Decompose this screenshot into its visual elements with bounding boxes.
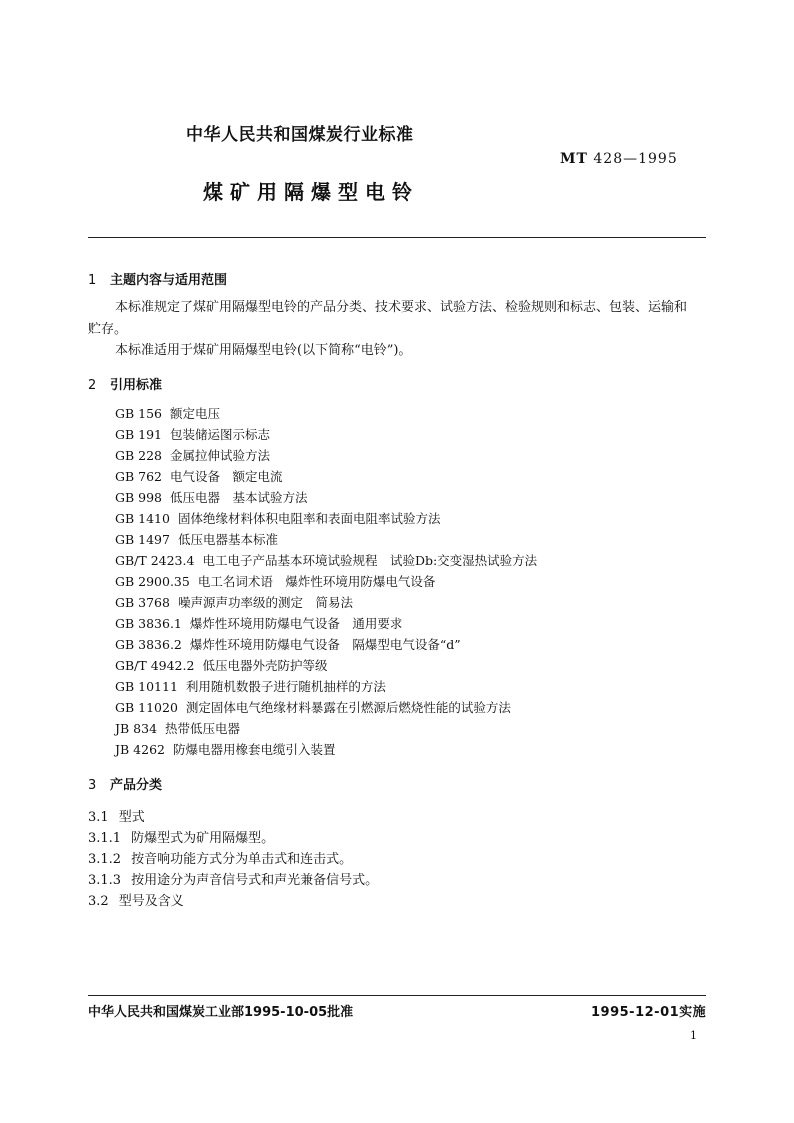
section-number: 3 [88,778,97,793]
reference-name: 防爆电器用橡套电缆引入装置 [172,742,336,757]
section-number: 1 [88,273,97,288]
reference-item [115,509,440,527]
reference-name: 电气设备 额定电流 [170,469,283,484]
reference-name: 热带低压电器 [165,721,241,736]
reference-name: 金属拉伸试验方法 [170,448,271,463]
reference-code: GB 191 [115,427,163,442]
clause-text: 按音响功能方式分为单击式和连击式。 [131,852,353,867]
reference-name: 噪声源声功率级的测定 简易法 [177,595,353,610]
header-divider [88,237,706,238]
reference-code: GB/T 4942.2 [115,658,195,673]
reference-name: 低压电器外壳防护等级 [202,658,328,673]
section-number: 2 [88,378,97,393]
reference-name: 电工电子产品基本环境试验规程 试验Db:交变湿热试验方法 [202,553,538,568]
section-1-para-2: 本标准适用于煤矿用隔爆型电铃(以下简称“电铃”)。 [115,343,412,358]
clause-number: 3.2 [88,894,109,909]
reference-code: JB 834 [115,721,158,736]
reference-item [115,614,402,632]
reference-code: GB 1410 [115,511,170,526]
footer-divider [88,995,706,996]
section-title: 引用标准 [110,378,163,393]
reference-item [115,593,353,611]
section-2-heading [88,374,162,393]
standard-code-number: 428—1995 [593,151,678,167]
reference-item [115,635,461,653]
reference-name: 包装储运图示标志 [170,427,271,442]
reference-name: 爆炸性环境用防爆电气设备 通用要求 [189,616,403,631]
implementation-date: 1995-12-01实施 [591,1005,707,1020]
reference-name: 利用随机数骰子进行随机抽样的方法 [185,679,386,694]
reference-code: GB 3836.1 [115,616,182,631]
clause-number: 3.1.3 [88,873,122,888]
clause-item [88,827,274,846]
section-1-heading [88,269,227,288]
section-3-heading [88,774,162,793]
clause-number: 3.1 [88,810,109,825]
reference-code: GB 10111 [115,679,178,694]
clause-text: 防爆型式为矿用隔爆型。 [131,831,275,846]
clause-item [88,848,352,867]
reference-code: GB 3836.2 [115,637,182,652]
clause-item [88,806,145,825]
section-title: 产品分类 [110,778,163,793]
reference-item [115,488,308,506]
section-1-para-1-line-2: 贮存。 [88,322,128,337]
reference-code: GB 1497 [115,532,170,547]
reference-item [115,530,278,548]
reference-item [115,698,511,716]
reference-item [115,719,240,737]
reference-code: GB 2900.35 [115,574,190,589]
clause-number: 3.1.2 [88,852,122,867]
section-1-para-1-line-1: 本标准规定了煤矿用隔爆型电铃的产品分类、技术要求、试验方法、检验规则和标志、包装、运输和 [115,300,688,315]
standard-code-prefix: MT [560,151,588,167]
reference-item [115,740,336,758]
reference-name: 固体绝缘材料体积电阻率和表面电阻率试验方法 [177,511,441,526]
clause-item [88,890,184,909]
clause-text: 型号及含义 [118,894,184,909]
reference-code: GB 156 [115,406,163,421]
reference-code: GB 228 [115,448,163,463]
reference-name: 低压电器基本标准 [177,532,278,547]
reference-item [115,677,386,695]
reference-item [115,404,220,422]
page-number: 1 [690,1029,697,1042]
reference-name: 低压电器 基本试验方法 [170,490,308,505]
document-title: 煤矿用隔爆型电铃 [203,180,419,204]
reference-item [115,551,537,569]
approval-statement: 中华人民共和国煤炭工业部1995-10-05批准 [88,1005,354,1020]
reference-item [115,467,283,485]
reference-item [115,572,435,590]
reference-code: GB 3768 [115,595,170,610]
reference-code: GB 762 [115,469,163,484]
reference-item [115,425,270,443]
reference-name: 电工名词术语 爆炸性环境用防爆电气设备 [197,574,436,589]
section-title: 主题内容与适用范围 [110,273,228,288]
clause-text: 型式 [118,810,145,825]
reference-code: GB 11020 [115,700,178,715]
reference-name: 测定固体电气绝缘材料暴露在引燃源后燃烧性能的试验方法 [185,700,511,715]
clause-number: 3.1.1 [88,831,122,846]
reference-code: GB/T 2423.4 [115,553,195,568]
standard-code [560,151,678,167]
clause-text: 按用途分为声音信号式和声光兼备信号式。 [131,873,379,888]
reference-item [115,446,270,464]
reference-item [115,656,327,674]
clause-item [88,869,378,888]
reference-code: GB 998 [115,490,163,505]
reference-name: 额定电压 [170,406,221,421]
reference-name: 爆炸性环境用防爆电气设备 隔爆型电气设备“d” [189,637,461,652]
issuer-title: 中华人民共和国煤炭行业标准 [186,125,414,145]
reference-code: JB 4262 [115,742,165,757]
